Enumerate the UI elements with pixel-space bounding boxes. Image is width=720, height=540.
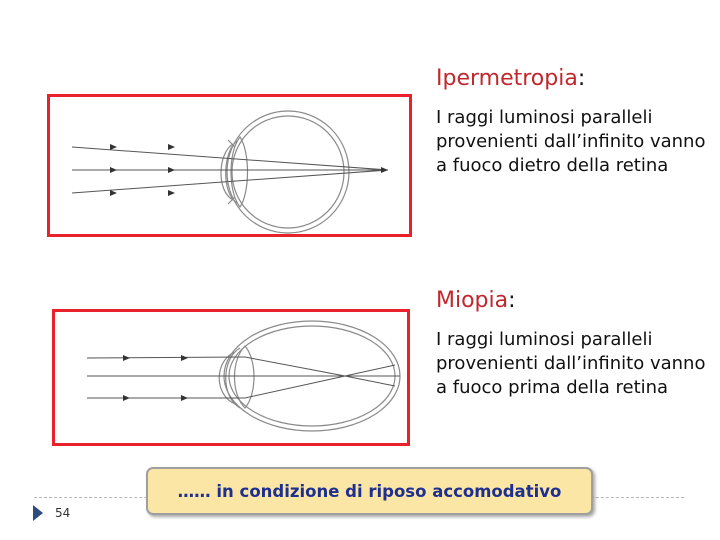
note-text: …… in condizione di riposo accomodativo [177,481,562,501]
arrow-icon [168,167,175,173]
hyperopia-title-colon: : [577,66,586,91]
arrow-icon [168,190,175,196]
ray-top-converge [245,357,345,376]
myopia-diagram-frame [52,309,410,446]
arrow-icon [181,395,188,401]
ray-top-in [87,357,245,358]
myopia-title-word: Miopia [436,288,509,313]
hyperopia-eye-diagram [50,97,409,234]
page-number: 54 [55,506,71,520]
arrow-icon [110,144,117,150]
focus-point-icon [381,167,388,173]
eye-lens [231,137,248,207]
myopia-eye-diagram [55,312,407,443]
arrow-icon [110,167,117,173]
ray-bottom-diverge [345,365,395,376]
hyperopia-title-word: Ipermetropia [436,66,578,91]
hyperopia-title [436,66,585,92]
myopia-description: I raggi luminosi paralleli provenienti dall’infinito vanno a fuoco prima della retina [436,329,706,398]
ray-bottom-converge [245,376,345,398]
myopia-title [436,288,516,314]
myopia-title-colon: : [508,288,516,313]
hyperopia-description: I raggi luminosi paralleli provenienti dall’infinito vanno a fuoco dietro della retina [436,107,706,176]
arrow-icon [123,355,130,361]
note-callout [146,467,593,515]
arrow-icon [110,190,117,196]
hyperopia-diagram-frame [47,94,412,237]
arrow-icon [123,395,130,401]
arrow-icon [168,144,175,150]
ray-top-diverge [345,376,395,386]
eye-inner-outline [232,116,344,228]
arrow-icon [181,355,188,361]
footer-marker-icon [33,505,43,521]
eye-outer-outline [227,111,349,233]
